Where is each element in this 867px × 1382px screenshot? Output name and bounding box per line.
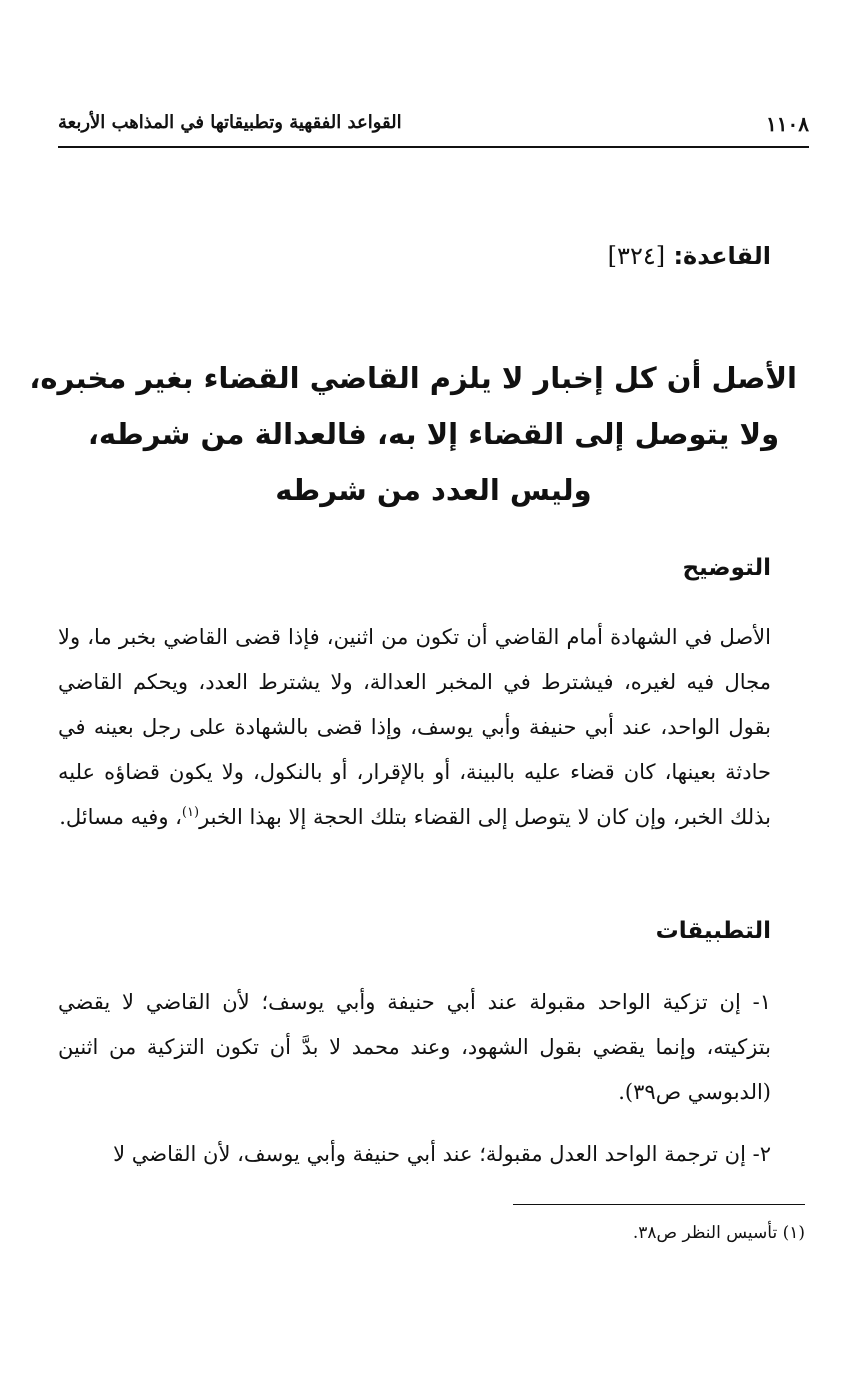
rule-statement bbox=[29, 350, 797, 518]
application-item: ٢- إن ترجمة الواحد العدل مقبولة؛ عند أبي حنيفة وأبي يوسف، لأن القاضي لا bbox=[113, 1142, 771, 1166]
footnote: (١) تأسيس النظر ص٣٨. bbox=[632, 1223, 805, 1243]
explanation-heading: التوضيح bbox=[682, 555, 771, 581]
rule-label bbox=[608, 242, 771, 270]
explanation-paragraph bbox=[58, 615, 771, 840]
rule-line: ولا يتوصل إلى القضاء إلا به، فالعدالة من شرطه، bbox=[87, 417, 780, 451]
explanation-text-end: ، وفيه مسائل. bbox=[59, 805, 182, 829]
footnote-divider bbox=[513, 1204, 805, 1205]
rule-number: [٣٢٤] bbox=[607, 242, 666, 270]
applications-heading: التطبيقات bbox=[655, 918, 771, 944]
footnote-reference[interactable]: (١) bbox=[181, 805, 200, 820]
rule-line: وليس العدد من شرطه bbox=[275, 473, 592, 507]
application-item: ١- إن تزكية الواحد مقبولة عند أبي حنيفة وأبي يوسف؛ لأن القاضي لا يقضي بتزكيته، وإنما يقضي بقول الشهود، وعند محمد لا بدَّ أن تكون التزكية من اثنين (الدبوسي ص٣٩). bbox=[58, 990, 771, 1104]
page-number: ١١٠٨ bbox=[766, 112, 809, 136]
rule-label-text: القاعدة: bbox=[673, 242, 771, 270]
running-title: القواعد الفقهية وتطبيقاتها في المذاهب الأربعة bbox=[58, 112, 402, 133]
page-header bbox=[58, 110, 809, 148]
explanation-text: الأصل في الشهادة أمام القاضي أن تكون من اثنين، فإذا قضى القاضي بخبر ما، ولا مجال فيه لغيره، فيشترط في المخبر العدالة، ولا يشترط العدد، ويحكم القاضي بقول الواحد، عند أبي حنيفة وأبي يوسف، وإذا قضى بالشهادة على رجل بعينه في حادثة بعينها، كان قضاء عليه بالبينة، أو بالإقرار، أو بالنكول، ولا يكون قضاؤه عليه بذلك الخبر، وإن كان لا يتوصل إلى القضاء بتلك الحجة إلا بهذا الخبر bbox=[58, 625, 771, 829]
rule-line: الأصل أن كل إخبار لا يلزم القاضي القضاء بغير مخبره، bbox=[29, 361, 797, 395]
